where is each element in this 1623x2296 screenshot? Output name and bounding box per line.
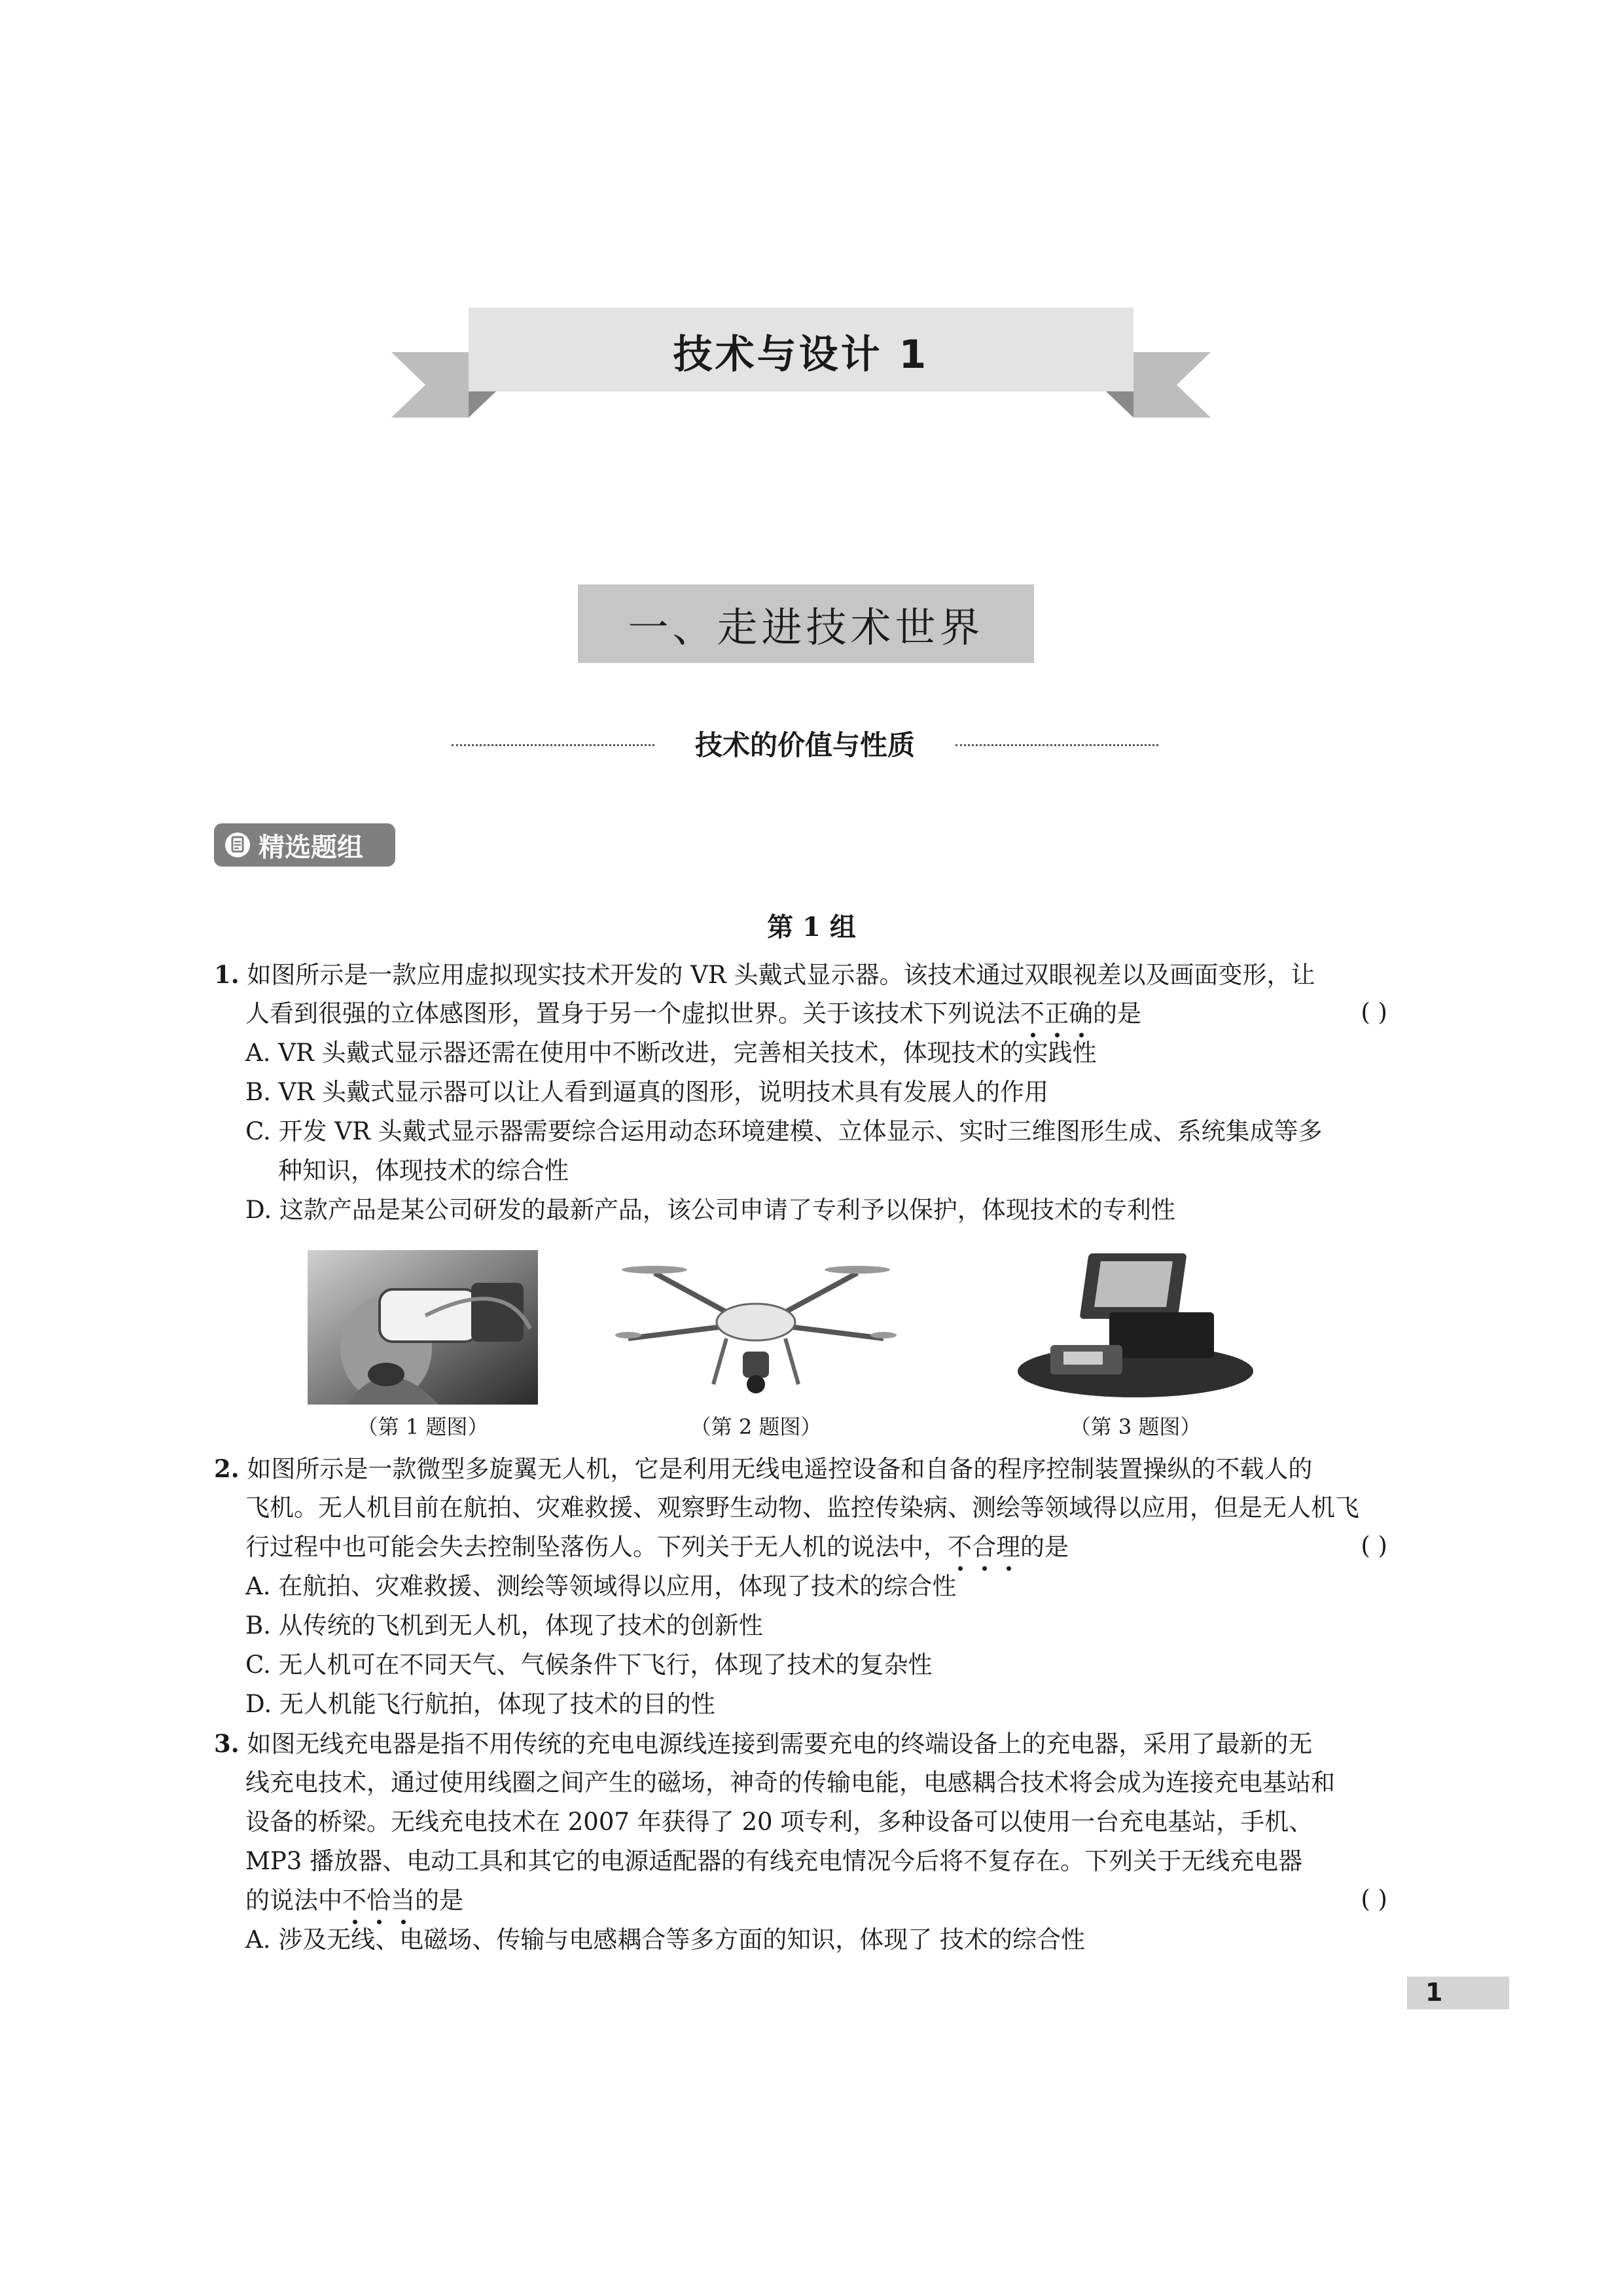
question-2-option-b: B. 从传统的飞机到无人机，体现了技术的创新性	[245, 1611, 763, 1640]
question-2-option-d: D. 无人机能飞行航拍，体现了技术的目的性	[245, 1690, 715, 1718]
question-number: 1.	[214, 960, 240, 989]
vr-headset-photo	[308, 1250, 538, 1405]
question-1-option-c: C. 开发 VR 头戴式显示器需要综合运用动态环境建模、立体显示、实时三维图形生成、系统集成等多	[245, 1117, 1323, 1145]
answer-bracket: ( )	[1361, 1885, 1387, 1913]
question-1-stem-line-1: 1. 如图所示是一款应用虚拟现实技术开发的 VR 头戴式显示器。该技术通过双眼视差以及画面变形，让	[214, 960, 1315, 989]
question-1-option-c-cont: 种知识，体现技术的综合性	[278, 1157, 569, 1185]
wireless-charger-photo	[1011, 1247, 1266, 1404]
question-3-stem-line-5: 的说法中不恰当的是	[245, 1885, 463, 1916]
question-2-stem-line-2: 飞机。无人机目前在航拍、灾难救援、观察野生动物、监控传染病、测绘等领域得以应用，但是无人机飞	[245, 1494, 1359, 1522]
question-number: 2.	[214, 1454, 240, 1483]
figure-2-caption: （第 2 题图）	[690, 1414, 822, 1439]
emphasis-char: 当	[391, 1885, 415, 1916]
question-2-option-c: C. 无人机可在不同天气、气候条件下飞行，体现了技术的复杂性	[245, 1651, 933, 1679]
emphasis-char: 恰	[366, 1885, 391, 1916]
question-2-stem-line-3: 行过程中也可能会失去控制坠落伤人。下列关于无人机的说法中，不合理的是	[245, 1532, 1069, 1563]
emphasis-char: 合	[972, 1532, 996, 1563]
emphasis-char: 正	[1044, 998, 1069, 1030]
section-divider-right	[955, 744, 1158, 746]
section-divider-left	[452, 744, 654, 746]
question-1-option-d: D. 这款产品是某公司研发的最新产品，该公司申请了专利予以保护，体现技术的专利性	[245, 1196, 1175, 1224]
answer-bracket: ( )	[1361, 1532, 1387, 1560]
answer-bracket: ( )	[1361, 998, 1387, 1026]
question-1-stem-line-2: 人看到很强的立体感图形，置身于另一个虚拟世界。关于该技术下列说法不正确的是	[245, 998, 1141, 1030]
emphasis-char: 确	[1069, 998, 1093, 1030]
figure-1-caption: （第 1 题图）	[357, 1414, 489, 1439]
question-1-option-b: B. VR 头戴式显示器可以让人看到逼真的图形，说明技术具有发展人的作用	[245, 1078, 1049, 1106]
chapter-heading: 一、走进技术世界	[578, 584, 1034, 663]
question-2-option-a: A. 在航拍、灾难救援、测绘等领域得以应用，体现了技术的综合性	[245, 1572, 957, 1600]
page-number-bar	[1407, 1977, 1509, 2009]
emphasis-char: 不	[948, 1532, 972, 1563]
selected-questions-badge	[214, 823, 395, 867]
question-1-option-a: A. VR 头戴式显示器还需在使用中不断改进，完善相关技术，体现技术的实践性	[245, 1039, 1097, 1067]
question-2-stem-line-1: 2. 如图所示是一款微型多旋翼无人机，它是利用无线电遥控设备和自备的程序控制装置操纵的不载人的	[214, 1454, 1313, 1483]
question-3-stem-line-2: 线充电技术，通过使用线圈之间产生的磁场，神奇的传输电能，电感耦合技术将会成为连接充电基站和	[245, 1768, 1335, 1797]
question-3-option-a: A. 涉及无线、电磁场、传输与电感耦合等多方面的知识，体现了 技术的综合性	[245, 1926, 1086, 1954]
figure-3-caption: （第 3 题图）	[1069, 1414, 1202, 1439]
page-title: 技术与设计 1	[673, 332, 929, 378]
emphasis-char: 不	[1020, 998, 1044, 1030]
section-heading: 技术的价值与性质	[694, 729, 915, 761]
document-icon	[224, 831, 251, 859]
question-3-stem-line-3: 设备的桥梁。无线充电技术在 2007 年获得了 20 项专利，多种设备可以使用一台充电基站，手机、	[245, 1808, 1313, 1836]
question-3-stem-line-1: 3. 如图无线充电器是指不用传统的充电电源线连接到需要充电的终端设备上的充电器，采用了最新的无	[214, 1729, 1313, 1758]
drone-photo	[615, 1253, 897, 1407]
question-3-stem-line-4: MP3 播放器、电动工具和其它的电源适配器的有线充电情况今后将不复存在。下列关于无线充电器	[245, 1847, 1303, 1875]
group-heading: 第 1 组	[767, 912, 856, 942]
page-number: 1	[1425, 1978, 1443, 2007]
title-banner	[391, 308, 1211, 418]
badge-label: 精选题组	[259, 832, 363, 863]
emphasis-char: 理	[996, 1532, 1020, 1563]
question-number: 3.	[214, 1729, 240, 1758]
emphasis-char: 不	[342, 1885, 366, 1916]
